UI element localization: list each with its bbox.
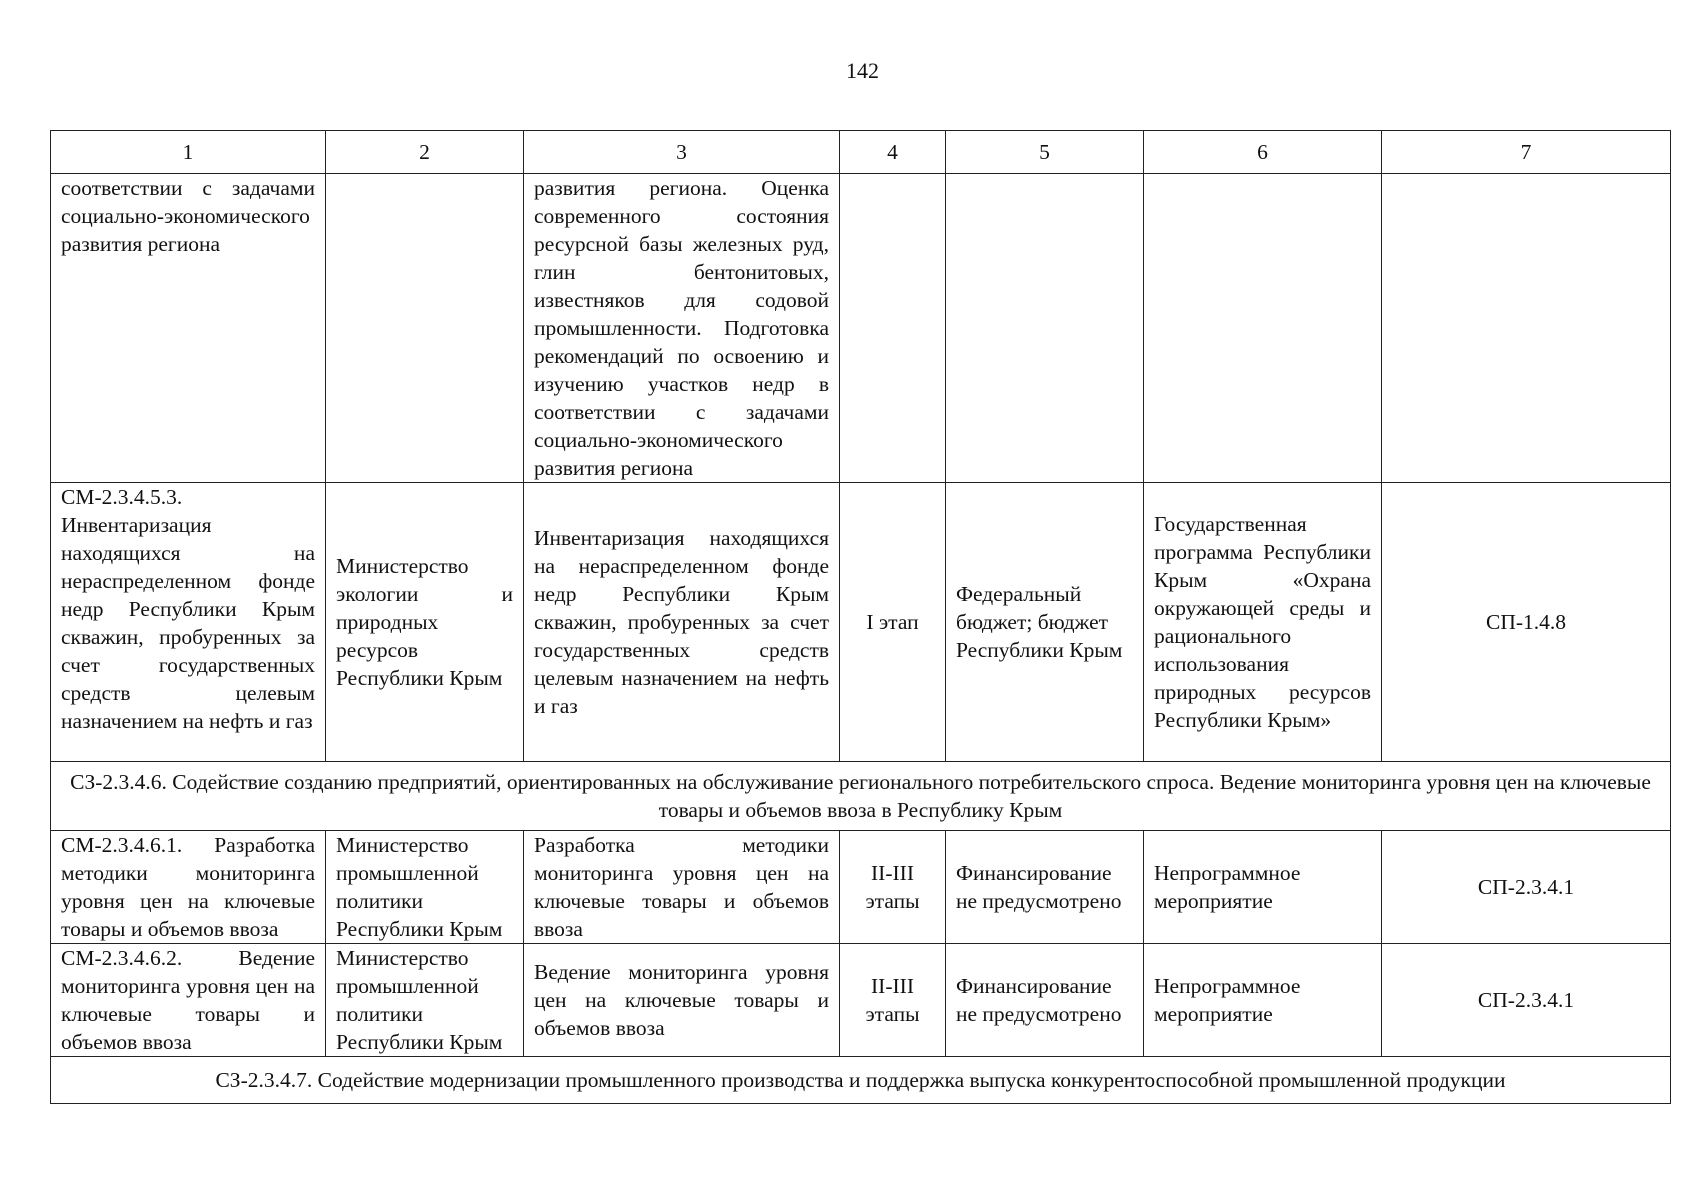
column-number: 2: [326, 131, 524, 174]
page-number: 142: [846, 58, 879, 83]
expected-result-cell: развития региона. Оценка современного состояния ресурсной базы железных руд, глин бентонитовых, известняков для содовой промышленности. Подготовка рекомендаций по освоению и изучению участков недр в соответствии с задачами социально-экономического развития региона: [524, 174, 840, 483]
table-row: [51, 831, 1671, 944]
table-row: [51, 944, 1671, 1057]
expected-result-cell: Разработка методики мониторинга уровня цен на ключевые товары и объемов ввоза: [524, 831, 840, 944]
column-number: 6: [1144, 131, 1382, 174]
section-title: СЗ-2.3.4.6. Содействие созданию предприятий, ориентированных на обслуживание регионального потребительского спроса. Ведение мониторинга уровня цен на ключевые товары и объемов ввоза в Республику Крым: [51, 762, 1671, 831]
measure-name-cell: СМ-2.3.4.6.2. Ведение мониторинга уровня цен на ключевые товары и объемов ввоза: [51, 944, 326, 1057]
program-cell: Государственная программа Республики Крым «Охрана окружающей среды и рационального использования природных ресурсов Республики Крым»: [1144, 483, 1382, 762]
responsible-cell: Министерство промышленной политики Республики Крым: [326, 944, 524, 1057]
responsible-cell: [326, 174, 524, 483]
responsible-cell: Министерство экологии и природных ресурсов Республики Крым: [326, 483, 524, 762]
stage-cell: II-III этапы: [840, 831, 946, 944]
column-number: 4: [840, 131, 946, 174]
column-number: 1: [51, 131, 326, 174]
funding-cell: Финансирование не предусмотрено: [946, 831, 1144, 944]
stage-cell: I этап: [840, 483, 946, 762]
column-number-row: [51, 131, 1671, 174]
program-cell: Непрограммное мероприятие: [1144, 944, 1382, 1057]
section-row: [51, 1057, 1671, 1104]
column-number: 7: [1382, 131, 1671, 174]
reference-cell: СП-2.3.4.1: [1382, 831, 1671, 944]
table-row: [51, 174, 1671, 483]
measure-name-cell: СМ-2.3.4.5.3. Инвентаризация находящихся на нераспределенном фонде недр Республики Крым скважин, пробуренных за счет государственных средств целевым назначением на нефть и газ: [51, 483, 326, 762]
column-number: 3: [524, 131, 840, 174]
stage-cell: II-III этапы: [840, 944, 946, 1057]
expected-result-cell: Ведение мониторинга уровня цен на ключевые товары и объемов ввоза: [524, 944, 840, 1057]
reference-cell: [1382, 174, 1671, 483]
program-cell: [1144, 174, 1382, 483]
expected-result-cell: Инвентаризация находящихся на нераспределенном фонде недр Республики Крым скважин, пробуренных за счет государственных средств целевым назначением на нефть и газ: [524, 483, 840, 762]
section-row: [51, 762, 1671, 831]
measures-table: [50, 130, 1671, 1104]
funding-cell: Финансирование не предусмотрено: [946, 944, 1144, 1057]
section-title: СЗ-2.3.4.7. Содействие модернизации промышленного производства и поддержка выпуска конкурентоспособной промышленной продукции: [51, 1057, 1671, 1104]
table-row: [51, 483, 1671, 762]
measure-name-cell: соответствии с задачами социально-экономического развития региона: [51, 174, 326, 483]
reference-cell: СП-2.3.4.1: [1382, 944, 1671, 1057]
funding-cell: [946, 174, 1144, 483]
funding-cell: Федеральный бюджет; бюджет Республики Крым: [946, 483, 1144, 762]
responsible-cell: Министерство промышленной политики Республики Крым: [326, 831, 524, 944]
reference-cell: СП-1.4.8: [1382, 483, 1671, 762]
measure-name-cell: СМ-2.3.4.6.1. Разработка методики мониторинга уровня цен на ключевые товары и объемов ввоза: [51, 831, 326, 944]
column-number: 5: [946, 131, 1144, 174]
stage-cell: [840, 174, 946, 483]
program-cell: Непрограммное мероприятие: [1144, 831, 1382, 944]
